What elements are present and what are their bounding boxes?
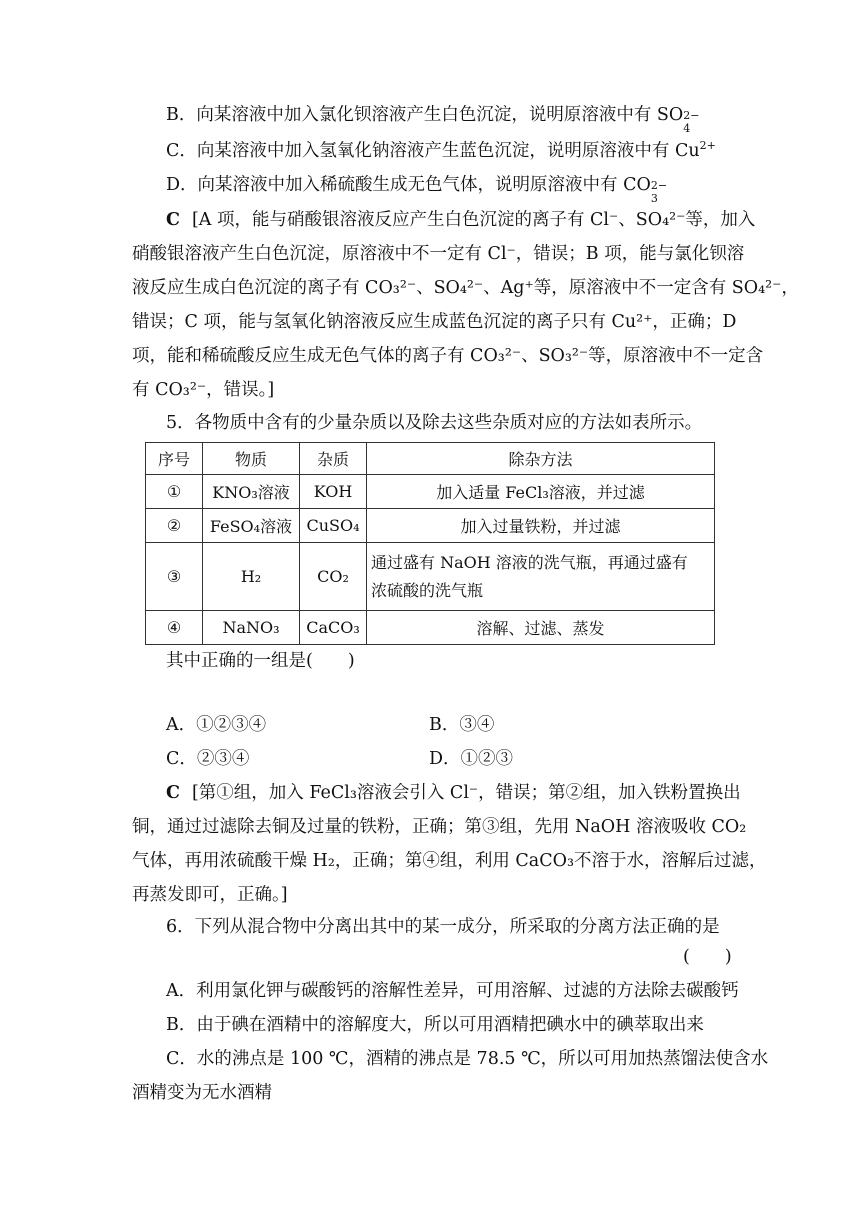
- q4-answer-letter: C: [166, 210, 180, 230]
- table-cell-method: 溶解、过滤、蒸发: [367, 611, 715, 645]
- q4-explanation-line-6: 有 CO₃²⁻，错误。]: [132, 380, 275, 400]
- q4-option-d-text: D．向某溶液中加入稀硫酸生成无色气体，说明原溶液中有 CO: [166, 175, 651, 195]
- table-row: [146, 543, 715, 611]
- q4-option-c-sup: 2+: [699, 139, 716, 153]
- q4-option-b-text: B．向某溶液中加入氯化钡溶液产生白色沉淀，说明原溶液中有 SO: [166, 105, 684, 125]
- table-header-substance: 物质: [203, 443, 300, 475]
- table-row: [146, 475, 715, 509]
- q5-explanation-line-2: 铜，通过过滤除去铜及过量的铁粉，正确；第③组，先用 NaOH 溶液吸收 CO₂: [132, 817, 747, 837]
- q5-prompt: 其中正确的一组是( ): [166, 651, 355, 671]
- impurity-table: [145, 442, 715, 645]
- table-cell-substance: KNO₃溶液: [203, 475, 300, 509]
- q5-answer-letter: C: [166, 783, 180, 803]
- table-cell-method-line-2: 浓硫酸的洗气瓶: [371, 580, 484, 600]
- table-header-no: 序号: [146, 443, 203, 475]
- table-row: [146, 509, 715, 543]
- q4-explanation-line-1: [166, 209, 755, 231]
- table-cell-impurity: CuSO₄: [300, 509, 367, 543]
- table-cell-no: ③: [146, 543, 203, 611]
- q6-option-b: B．由于碘在酒精中的溶解度大，所以可用酒精把碘水中的碘萃取出来: [166, 1015, 704, 1035]
- q4-explanation-line-4: 错误；C 项，能与氢氧化钠溶液反应生成蓝色沉淀的离子只有 Cu²⁺，正确；D: [132, 312, 737, 332]
- q5-explanation-line-1: [166, 782, 741, 804]
- table-header-row: [146, 443, 715, 475]
- q5-explanation-text-1: [第①组，加入 FeCl₃溶液会引入 Cl⁻，错误；第②组，加入铁粉置换出: [191, 783, 741, 803]
- table-cell-substance: NaNO₃: [203, 611, 300, 645]
- q4-option-b: B．向某溶液中加入氯化钡溶液产生白色沉淀，说明原溶液中有 SO 2− 4: [166, 105, 700, 135]
- q6-stem: 6．下列从混合物中分离出其中的某一成分，所采取的分离方法正确的是: [166, 917, 720, 937]
- q6-answer-paren: ( ): [683, 947, 732, 967]
- q6-option-c-line-1: C．水的沸点是 100 ℃，酒精的沸点是 78.5 ℃，所以可用加热蒸馏法使含水: [166, 1049, 769, 1069]
- q4-option-c-text: C．向某溶液中加入氢氧化钠溶液产生蓝色沉淀，说明原溶液中有 Cu: [166, 141, 700, 161]
- q5-stem: 5．各物质中含有的少量杂质以及除去这些杂质对应的方法如表所示。: [166, 413, 703, 433]
- table-cell-no: ②: [146, 509, 203, 543]
- q5-explanation-line-4: 再蒸发即可，正确。]: [132, 885, 288, 905]
- table-cell-no: ④: [146, 611, 203, 645]
- q4-option-d: D．向某溶液中加入稀硫酸生成无色气体，说明原溶液中有 CO 2− 3: [166, 175, 668, 205]
- q5-option-d: D．①②③: [429, 749, 514, 769]
- q6-option-c-line-2: 酒精变为无水酒精: [132, 1083, 272, 1103]
- q5-option-c: C．②③④: [166, 749, 250, 769]
- table-header-impurity: 杂质: [300, 443, 367, 475]
- table-row: [146, 611, 715, 645]
- q4-explanation-text-1: [A 项，能与硝酸银溶液反应产生白色沉淀的离子有 Cl⁻、SO₄²⁻等，加入: [191, 210, 756, 230]
- table-cell-method: 加入适量 FeCl₃溶液，并过滤: [367, 475, 715, 509]
- table-cell-no: ①: [146, 475, 203, 509]
- q4-explanation-line-3: 液反应生成白色沉淀的离子有 CO₃²⁻、SO₄²⁻、Ag⁺等，原溶液中不一定含有 SO₄²⁻，: [132, 278, 799, 298]
- table-header-method: 除杂方法: [367, 443, 715, 475]
- q6-option-a: A．利用氯化钾与碳酸钙的溶解性差异，可用溶解、过滤的方法除去碳酸钙: [166, 981, 739, 1001]
- table-cell-substance: FeSO₄溶液: [203, 509, 300, 543]
- table-cell-method: [367, 543, 715, 611]
- q4-option-c: [166, 140, 716, 162]
- table-cell-method: 加入过量铁粉，并过滤: [367, 509, 715, 543]
- q5-option-b: B．③④: [429, 715, 495, 735]
- q4-explanation-line-5: 项，能和稀硫酸反应生成无色气体的离子有 CO₃²⁻、SO₃²⁻等，原溶液中不一定含: [132, 346, 764, 366]
- table-cell-impurity: CO₂: [300, 543, 367, 611]
- q4-explanation-line-2: 硝酸银溶液产生白色沉淀，原溶液中不一定有 Cl⁻，错误；B 项，能与氯化钡溶: [132, 244, 745, 264]
- table-cell-method-line-1: 通过盛有 NaOH 溶液的洗气瓶，再通过盛有: [371, 552, 688, 572]
- table-cell-impurity: CaCO₃: [300, 611, 367, 645]
- table-cell-substance: H₂: [203, 543, 300, 611]
- q5-option-a: A．①②③④: [166, 715, 267, 735]
- table-cell-impurity: KOH: [300, 475, 367, 509]
- q5-explanation-line-3: 气体，再用浓硫酸干燥 H₂，正确；第④组，利用 CaCO₃不溶于水，溶解后过滤，: [132, 851, 767, 871]
